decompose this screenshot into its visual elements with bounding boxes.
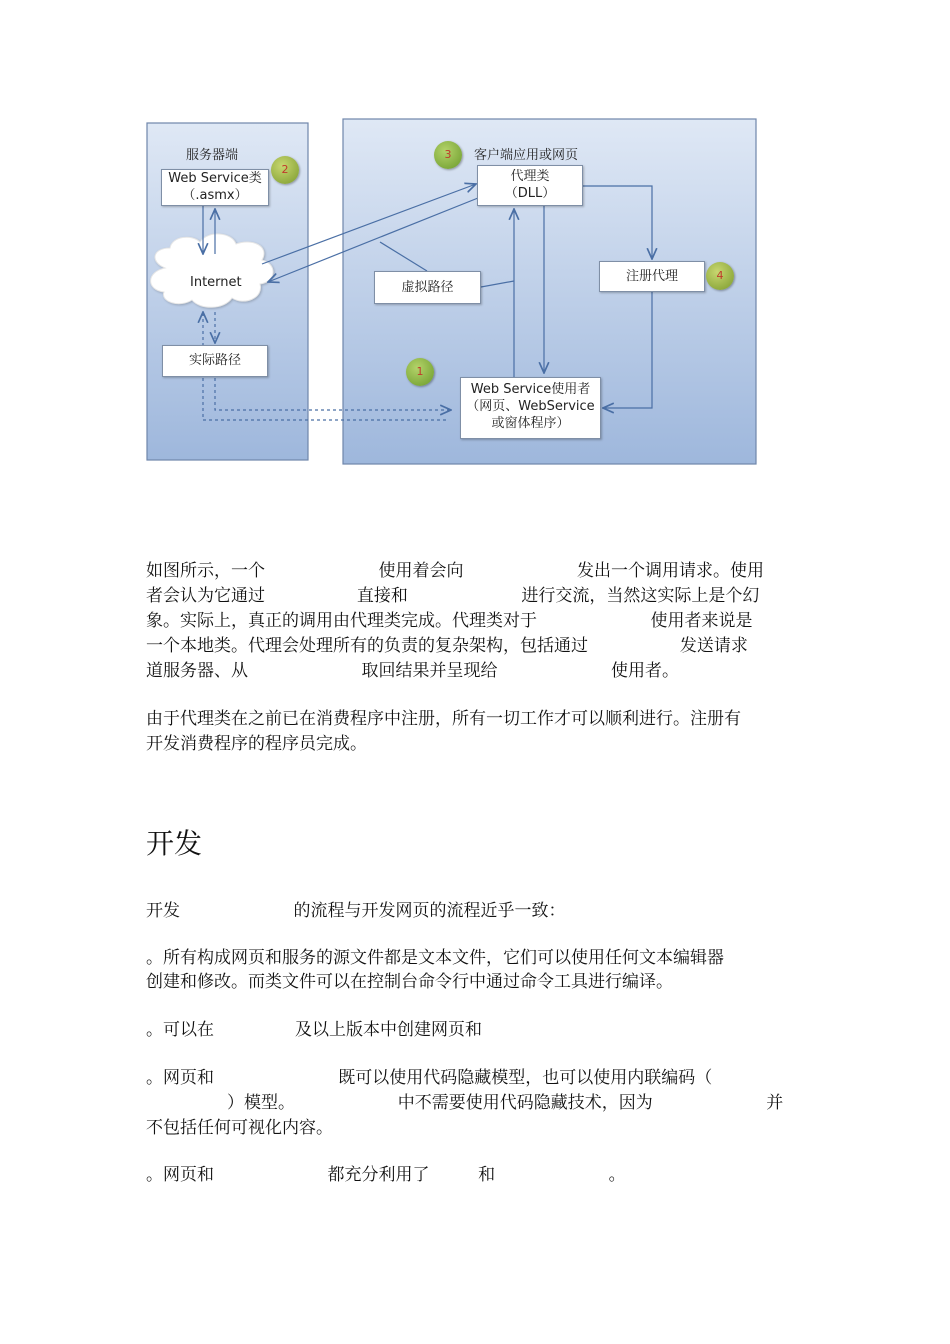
step-badge-2: 2 [271, 156, 299, 184]
consumer-types: （网页、WebService [466, 399, 595, 414]
proxy-class-dll: （DLL） [504, 186, 556, 201]
register-proxy-box: 注册代理 [599, 261, 705, 292]
consumer-box [460, 377, 601, 439]
server-label: 服务器端 [186, 148, 239, 163]
list-item-2: 。可以在 及以上版本中创建网页和 [146, 1020, 483, 1040]
section-intro: 开发 的流程与开发网页的流程近乎一致： [146, 901, 566, 921]
paragraph-2-line-1: 由于代理类在之前已在消费程序中注册，所有一切工作才可以顺利进行。注册有 [146, 709, 741, 729]
paragraph-1-line-1: 如图所示，一个 使用着会向 发出一个调用请求。使用 [146, 561, 764, 581]
step-badge-4: 4 [706, 262, 734, 290]
paragraph-1-line-3: 象。实际上，真正的调用由代理类完成。代理类对于 使用者来说是 [146, 611, 753, 631]
list-item-1-line-2: 创建和修改。而类文件可以在控制台命令行中通过命令工具进行编译。 [146, 972, 673, 992]
list-item-1-line-1: 。所有构成网页和服务的源文件都是文本文件，它们可以使用任何文本编辑器 [146, 948, 724, 968]
list-item-4: 。网页和 都充分利用了 和 。 [146, 1165, 626, 1185]
web-service-class-title: Web Service类 [168, 171, 262, 186]
web-service-class-box [161, 169, 269, 206]
architecture-diagram [0, 0, 950, 480]
client-label: 客户端应用或网页 [474, 148, 579, 163]
paragraph-1-line-5: 道服务器、从 取回结果并呈现给 使用者。 [146, 661, 679, 681]
actual-path-box: 实际路径 [162, 345, 268, 377]
consumer-types-2: 或窗体程序） [491, 416, 570, 431]
paragraph-1-line-2: 者会认为它通过 直接和 进行交流，当然这实际上是个幻 [146, 586, 760, 606]
paragraph-2-line-2: 开发消费程序的程序员完成。 [146, 734, 367, 754]
consumer-title: Web Service使用者 [470, 382, 591, 397]
virtual-path-box: 虚拟路径 [374, 271, 481, 304]
step-badge-1: 1 [406, 358, 434, 386]
step-badge-3: 3 [434, 141, 462, 169]
paragraph-1-line-4: 一个本地类。代理会处理所有的负责的复杂架构，包括通过 发送请求 [146, 636, 748, 656]
proxy-class-box [477, 165, 583, 206]
internet-label: Internet [190, 275, 242, 290]
list-item-3-line-3: 不包括任何可视化内容。 [146, 1118, 333, 1138]
list-item-3-line-2: ）模型。 中不需要使用代码隐藏技术，因为 并 [146, 1093, 784, 1113]
proxy-class-title: 代理类 [510, 169, 550, 184]
web-service-class-ext: （.asmx） [182, 188, 248, 203]
list-item-3-line-1: 。网页和 既可以使用代码隐藏模型，也可以使用内联编码（ [146, 1068, 713, 1088]
section-heading: 开发 [146, 827, 203, 860]
